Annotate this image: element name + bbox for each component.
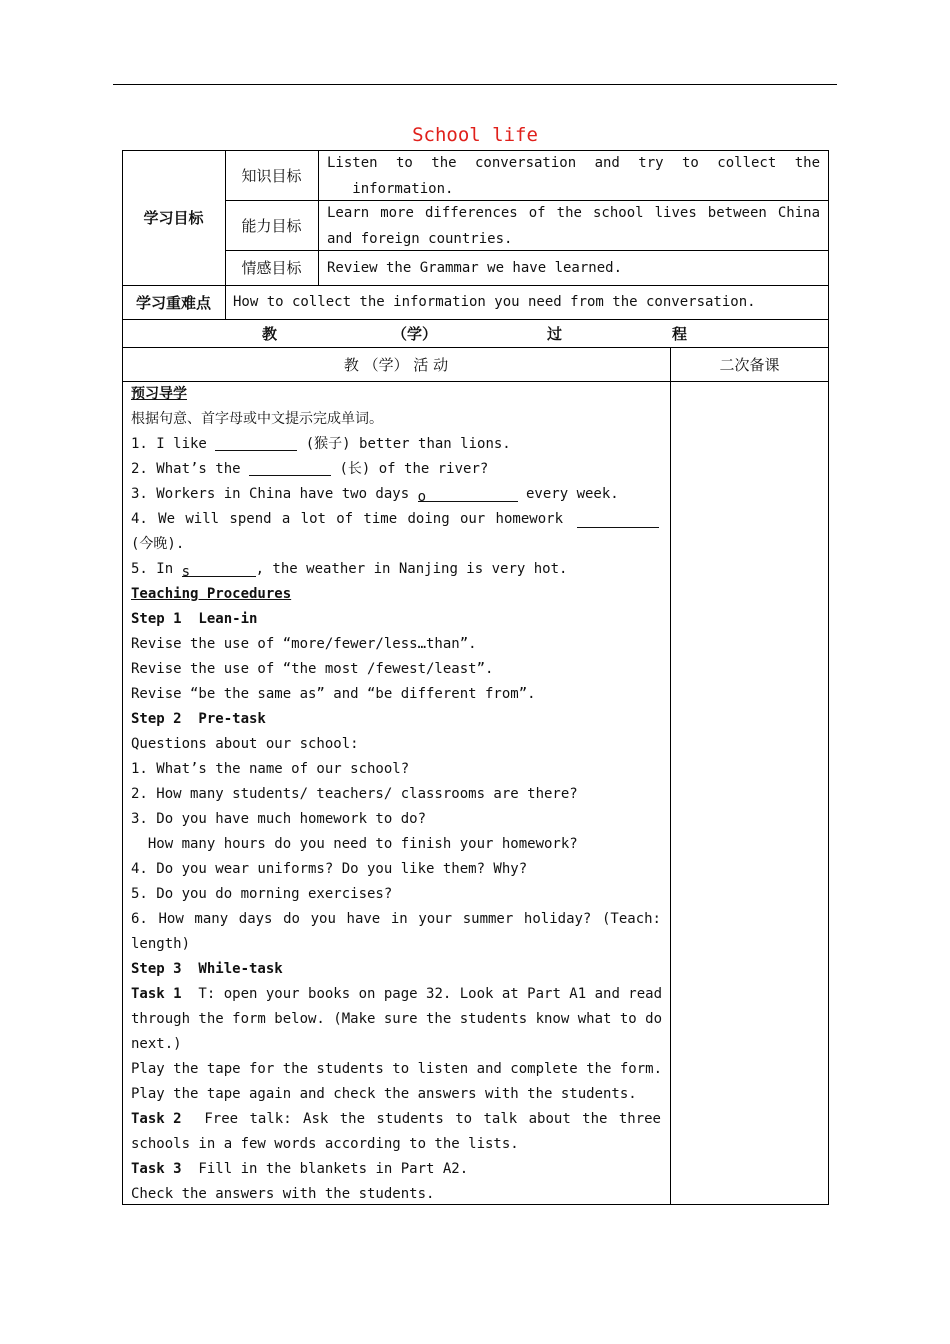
step-1-heading: Step 1 Lean-in [131,611,258,627]
step-3-heading: Step 3 While-task [131,961,283,977]
page-title: School life [412,124,538,146]
objective-category-knowledge: 知识目标 [241,166,302,185]
step-2-question-6b: length) [131,936,191,952]
preview-question-1: 1. I like (猴子) better than lions. [131,436,511,452]
objective-text-emotion: Review the Grammar we have learned. [327,260,623,276]
process-header-1: 教 [262,325,278,343]
step-2-intro: Questions about our school: [131,736,359,752]
step-1-line-1: Revise the use of “more/fewer/less…than”. [131,636,477,652]
task-3-line-a: Task 3 Fill in the blankets in Part A2. [131,1161,469,1177]
preview-instruction: 根据句意、首字母或中文提示完成单词。 [131,411,383,427]
procedures-heading: Teaching Procedures [131,586,292,602]
step-2-question-3b: How many hours do you need to finish your homework? [131,836,578,852]
col-divider-notes [670,347,671,1205]
step-2-heading: Step 2 Pre-task [131,711,266,727]
process-header-4: 程 [672,325,688,343]
preview-question-3: 3. Workers in China have two days o every week. [131,486,619,505]
objective-category-emotion: 情感目标 [241,259,302,277]
step-1-line-3: Revise “be the same as” and “be different from”. [131,686,536,702]
key-points-label: 学习重难点 [135,293,211,312]
task-2-line-b: schools in a few words according to the lists. [131,1136,519,1152]
step-2-question-3: 3. Do you have much homework to do? [131,811,427,827]
activity-header: 教 （学） 活 动 [343,355,449,374]
answer-blank[interactable]: o [418,485,518,502]
objective-category-ability: 能力目标 [241,216,302,235]
step-2-question-1: 1. What’s the name of our school? [131,761,410,777]
header-rule [113,84,837,85]
answer-blank[interactable] [249,459,331,476]
task-2-line-a: Task 2 Free talk: Ask the students to talk about the three [131,1111,661,1127]
objectives-label: 学习目标 [143,209,204,227]
step-2-question-6: 6. How many days do you have in your summer holiday? (Teach: [131,911,661,927]
task-1-line-b: through the form below. (Make sure the students know what to do [131,1011,663,1027]
col-divider-2 [318,150,319,286]
task-1-line-e: Play the tape again and check the answers with the students. [131,1086,637,1102]
step-2-question-4: 4. Do you wear uniforms? Do you like them? Why? [131,861,528,877]
row-divider-3 [122,285,829,286]
answer-blank[interactable]: s [182,560,256,577]
step-2-question-5: 5. Do you do morning exercises? [131,886,393,902]
objective-text-knowledge: Listen to the conversation and try to collect the information. [327,155,820,197]
objective-text-ability: Learn more differences of the school lives between China and foreign countries. [327,205,820,247]
task-1-line-d: Play the tape for the students to listen and complete the form. [131,1061,663,1077]
process-header-3: 过 [547,325,563,343]
task-3-line-b: Check the answers with the students. [131,1186,435,1202]
preview-question-4: 4. We will spend a lot of time doing our homework [131,507,661,532]
notes-header: 二次备课 [719,355,780,374]
preview-question-2: 2. What’s the (长) of the river? [131,461,489,477]
process-header-2: （学） [392,325,438,343]
task-1-line-a: Task 1 T: open your books on page 32. Look at Part A1 and read [131,986,663,1002]
key-points-text: How to collect the information you need from the conversation. [233,294,756,310]
preview-question-5: 5. In s , the weather in Nanjing is very hot. [131,561,568,580]
step-1-line-2: Revise the use of “the most /fewest/least”. [131,661,494,677]
preview-question-4-cont: (今晚). [131,536,185,552]
answer-blank[interactable] [215,434,297,451]
task-1-line-c: next.) [131,1036,182,1052]
answer-blank[interactable] [577,511,659,528]
step-2-question-2: 2. How many students/ teachers/ classrooms are there? [131,786,578,802]
row-divider-4 [122,319,829,320]
preview-heading: 预习导学 [131,386,187,402]
